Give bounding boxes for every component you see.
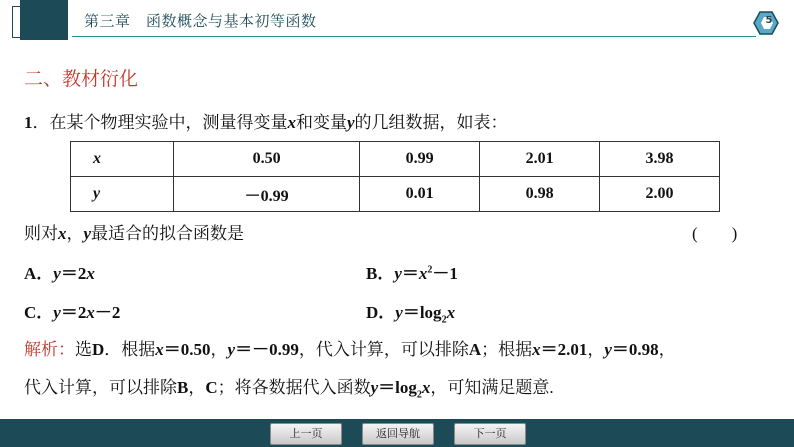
table-cell: 0.99 [360, 142, 480, 177]
next-page-button[interactable]: 下一页 [454, 423, 526, 445]
table-cell: 2.01 [480, 142, 600, 177]
table-cell: 3.98 [600, 142, 720, 177]
option-d: D．$y=\log_2x$ [366, 303, 456, 326]
page-number: 5 [765, 15, 773, 26]
option-b: B．$y=x^2-1$ [366, 264, 458, 283]
chapter-title: 第三章 函数概念与基本初等函数 [84, 12, 317, 30]
data-table [70, 141, 720, 212]
analysis-line-2: 代入计算，可以排除B，C；将各数据代入函数$y=\log_2x$，可知满足题意. [24, 378, 554, 401]
section-title: 二、教材衍化 [24, 68, 139, 90]
table-cell: 2.00 [600, 177, 720, 212]
return-nav-button[interactable]: 返回导航 [362, 423, 434, 445]
header-divider [72, 36, 756, 37]
table-cell: 0.01 [360, 177, 480, 212]
header-logo-outline [12, 6, 54, 38]
table-row [71, 142, 720, 177]
table-cell: －0.99 [174, 177, 360, 212]
prev-page-button[interactable]: 上一页 [270, 423, 342, 445]
analysis-label: 解析： [24, 340, 75, 360]
table-row [71, 177, 720, 212]
question-prompt: 则对x，y最适合的拟合函数是 [24, 224, 245, 243]
table-cell: 0.50 [174, 142, 360, 177]
option-c: C．y＝2x－2 [24, 303, 121, 322]
question-number: 1 [24, 113, 33, 132]
header-bar [0, 0, 794, 44]
question-text: 1．在某个物理实验中，测量得变量x和变量y的几组数据，如表： [24, 113, 508, 132]
option-a: A．y＝2x [24, 264, 95, 283]
row-header-y: y [71, 177, 174, 212]
analysis-line-1: 解析：选D．根据x＝0.50，y＝－0.99，代入计算，可以排除A；根据x＝2.01，y＝0.98， [24, 340, 676, 360]
answer-blank: ( ) [692, 224, 738, 243]
row-header-x: x [71, 142, 174, 177]
table-cell: 0.98 [480, 177, 600, 212]
